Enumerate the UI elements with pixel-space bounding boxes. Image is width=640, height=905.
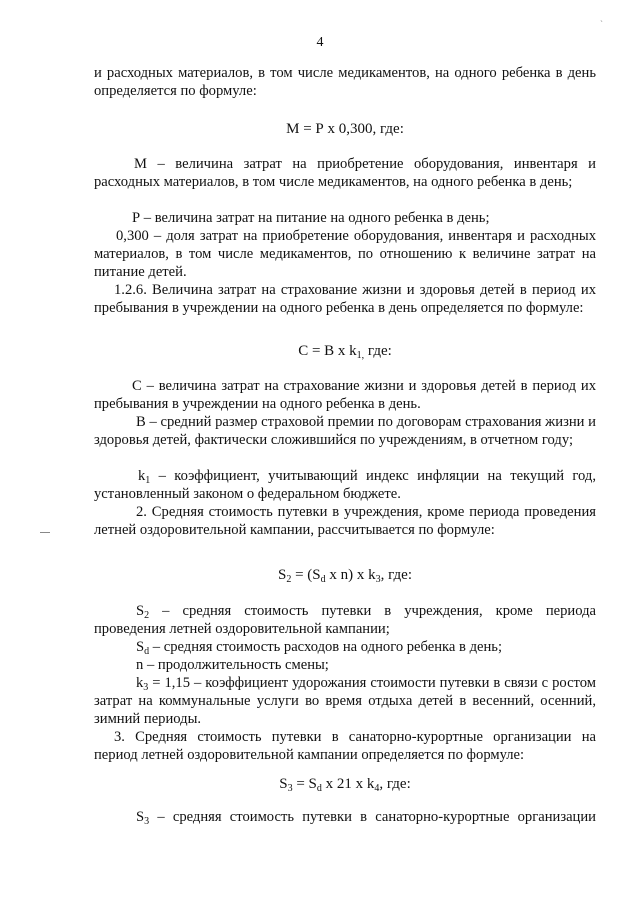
sd-sub: d xyxy=(144,646,150,657)
formula-s2-d: , где: xyxy=(380,567,412,583)
paragraph-m-definition: М – величина затрат на приобретение оборудования, инвентаря и расходных материалов, в том числе медикаментов, на одного ребенка в день; xyxy=(94,156,596,190)
formula-s3-a-sub: 3 xyxy=(287,783,293,794)
s2-text: – средняя стоимость путевки в учреждения, кроме периода проведения летней оздоровительной кампании; xyxy=(94,603,596,637)
formula-s3-b: = S xyxy=(292,776,317,792)
paragraph-continuation: и расходных материалов, в том числе медикаментов, на одного ребенка в день определяется по формуле: xyxy=(94,65,596,99)
formula-s2-a-sub: 2 xyxy=(286,574,292,585)
paragraph-section-3: 3. Средняя стоимость путевки в санаторно-курортные организации на период летней оздоровительной кампании определяется по формуле: xyxy=(94,729,596,763)
formula-s3-a: S xyxy=(279,776,288,792)
paragraph-1-2-6: 1.2.6. Величина затрат на страхование жизни и здоровья детей в период их пребывания в учреждении на одного ребенка в день определяется по формуле: xyxy=(94,282,596,316)
formula-m: М = Р х 0,300, где: xyxy=(286,121,404,137)
formula-c-right: где: xyxy=(364,343,392,359)
formula-c-sub: 1, xyxy=(356,350,365,361)
sd-text: – средняя стоимость расходов на одного ребенка в день; xyxy=(149,639,503,655)
s2-sub: 2 xyxy=(144,610,150,621)
k3-text: = 1,15 – коэффициент удорожания стоимости путевки в связи с ростом затрат на коммунальные услуги во время отдыха детей в весенний, осенний, зимний периоды. xyxy=(94,675,596,727)
k1-symbol: k xyxy=(138,468,146,484)
formula-c xyxy=(94,342,596,360)
k1-text: – коэффициент, учитывающий индекс инфляции на текущий год, установленный законом о федеральном бюджете. xyxy=(94,468,596,502)
margin-dash xyxy=(40,532,50,533)
k3-symbol: k xyxy=(136,675,144,691)
formula-s2-a: S xyxy=(277,567,287,583)
paragraph-share-definition: 0,300 – доля затрат на приобретение оборудования, инвентаря и расходных материалов, в том числе медикаментов, по отношению к величине затрат на питание детей. xyxy=(94,228,596,280)
s3-symbol: S xyxy=(136,809,145,825)
formula-s2-c: х n) х k xyxy=(325,567,376,583)
formula-s2-c-sub: 3 xyxy=(375,574,381,585)
paragraph-p-definition: Р – величина затрат на питание на одного ребенка в день; xyxy=(132,210,490,226)
paragraph-s2-definition xyxy=(94,602,596,638)
k3-sub: 3 xyxy=(143,682,149,693)
formula-s3 xyxy=(94,775,596,793)
formula-s3-c: х 21 х k xyxy=(321,776,375,792)
paragraph-sd-definition xyxy=(94,638,596,656)
page-number: 4 xyxy=(316,35,324,50)
s3-text: – средняя стоимость путевки в санаторно-курортные организации xyxy=(149,809,596,825)
formula-s2-b: = (S xyxy=(291,567,321,583)
formula-s3-b-sub: d xyxy=(316,783,322,794)
scan-mark: ` xyxy=(600,19,603,29)
formula-c-left: С = В х k xyxy=(298,343,357,359)
paragraph-c-definition: С – величина затрат на страхование жизни и здоровья детей в период их пребывания в учреждении на одного ребенка в день. xyxy=(94,378,596,412)
formula-s2 xyxy=(94,566,596,584)
k1-sub: 1 xyxy=(145,475,151,486)
paragraph-k3-definition xyxy=(94,674,596,728)
paragraph-k1-definition xyxy=(94,467,596,503)
sd-symbol: S xyxy=(136,639,145,655)
formula-s2-b-sub: d xyxy=(320,574,326,585)
paragraph-section-2: 2. Средняя стоимость путевки в учреждения, кроме периода проведения летней оздоровительной кампании, рассчитывается по формуле: xyxy=(94,504,596,538)
paragraph-b-definition: В – средний размер страховой премии по договорам страхования жизни и здоровья детей, фактически сложившийся по учреждениям, в отчетном году; xyxy=(94,414,596,448)
formula-s3-c-sub: 4 xyxy=(374,783,380,794)
s3-sub: 3 xyxy=(144,816,150,827)
paragraph-s3-definition xyxy=(94,808,596,826)
s2-symbol: S xyxy=(136,603,145,619)
paragraph-n-definition: n – продолжительность смены; xyxy=(136,657,329,673)
formula-s3-d: , где: xyxy=(379,776,411,792)
